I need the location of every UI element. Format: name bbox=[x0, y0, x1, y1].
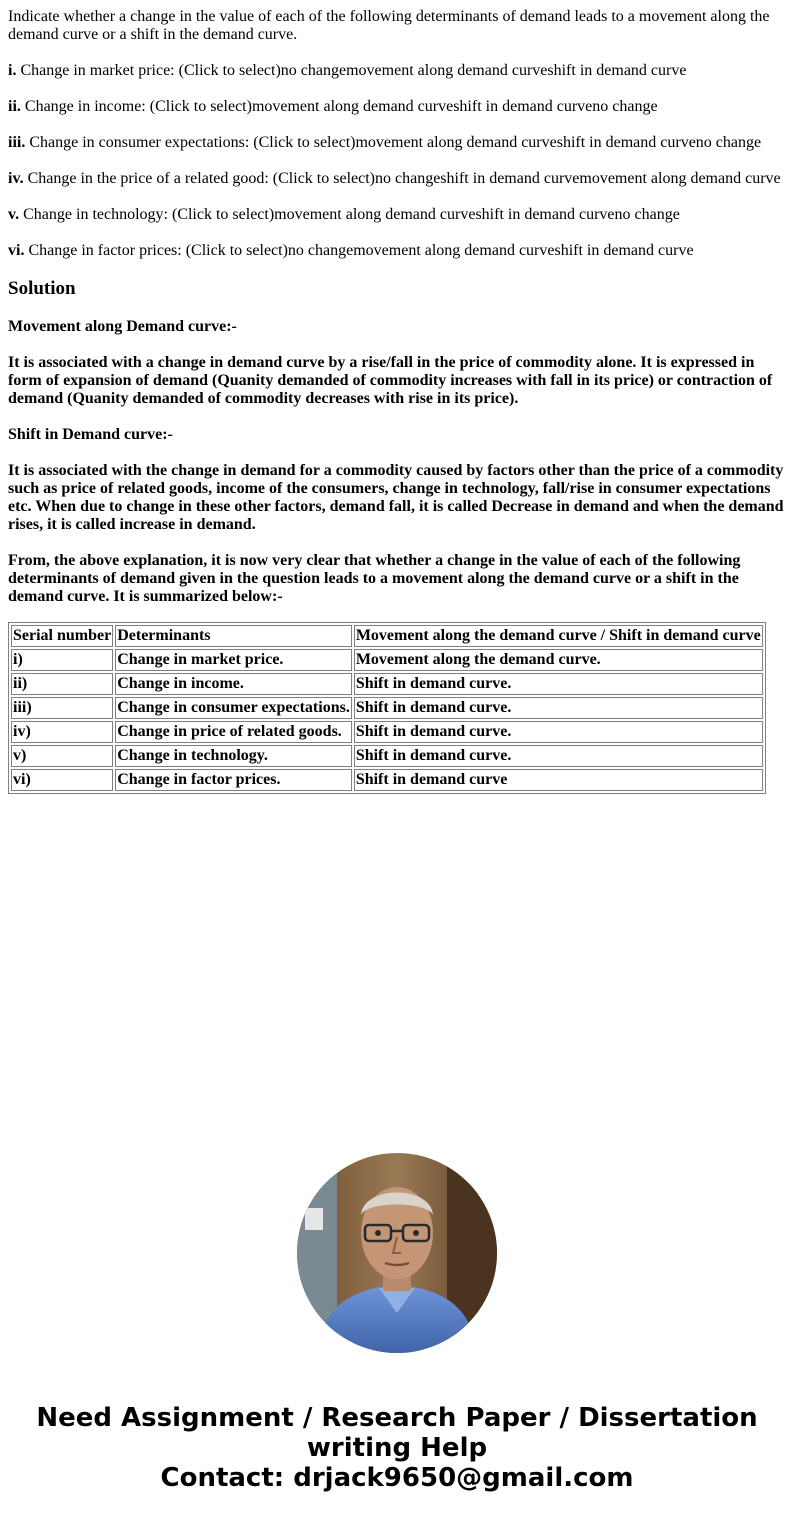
table-row bbox=[11, 697, 763, 719]
question-number: i. bbox=[8, 62, 17, 79]
movement-heading: Movement along Demand curve:- bbox=[8, 318, 237, 335]
question-text: Change in income: (Click to select)movement along demand curveshift in demand curveno change bbox=[20, 98, 658, 115]
table-cell: ii) bbox=[11, 673, 113, 695]
question-text: Change in factor prices: (Click to select)no changemovement along demand curveshift in demand curve bbox=[24, 242, 694, 259]
table-cell: Change in factor prices. bbox=[115, 769, 352, 791]
shift-heading: Shift in Demand curve:- bbox=[8, 426, 173, 443]
promo-contact: Contact: drjack9650@gmail.com bbox=[160, 1463, 634, 1493]
movement-text: It is associated with a change in demand curve by a rise/fall in the price of commodity alone. It is expressed in form of expansion of demand (Quanity demanded of commodity increases with fall in its price) or contraction of demand (Quanity demanded of commodity decreases with rise in its price). bbox=[8, 354, 773, 407]
question-number: vi. bbox=[8, 242, 25, 259]
question-item bbox=[8, 170, 786, 188]
table-cell: i) bbox=[11, 649, 113, 671]
table-row bbox=[11, 721, 763, 743]
promo-banner bbox=[0, 1403, 794, 1493]
question-item bbox=[8, 62, 786, 80]
question-text: Change in the price of a related good: (Click to select)no changeshift in demand curvemovement along demand curve bbox=[23, 170, 781, 187]
table-row bbox=[11, 745, 763, 767]
table-header-cell: Serial number bbox=[11, 625, 113, 647]
table-cell: vi) bbox=[11, 769, 113, 791]
question-text: Change in technology: (Click to select)movement along demand curveshift in demand curveno change bbox=[19, 206, 680, 223]
table-cell: Change in market price. bbox=[115, 649, 352, 671]
table-row bbox=[11, 649, 763, 671]
question-intro: Indicate whether a change in the value of each of the following determinants of demand leads to a movement along the demand curve or a shift in the demand curve. bbox=[8, 8, 770, 43]
table-cell: Shift in demand curve. bbox=[354, 721, 763, 743]
question-number: iii. bbox=[8, 134, 26, 151]
document-body bbox=[8, 8, 786, 794]
table-cell: Shift in demand curve. bbox=[354, 745, 763, 767]
question-number: iv. bbox=[8, 170, 24, 187]
table-cell: v) bbox=[11, 745, 113, 767]
table-cell: Change in consumer expectations. bbox=[115, 697, 352, 719]
table-cell: Shift in demand curve. bbox=[354, 673, 763, 695]
table-header-row bbox=[11, 625, 763, 647]
table-row bbox=[11, 673, 763, 695]
author-portrait-image bbox=[297, 1153, 497, 1353]
table-cell: Movement along the demand curve. bbox=[354, 649, 763, 671]
table-cell: Shift in demand curve bbox=[354, 769, 763, 791]
table-header-cell: Movement along the demand curve / Shift in demand curve bbox=[354, 625, 763, 647]
question-number: v. bbox=[8, 206, 20, 223]
summary-table bbox=[8, 622, 766, 794]
solution-heading: Solution bbox=[8, 278, 76, 299]
table-cell: Change in technology. bbox=[115, 745, 352, 767]
question-number: ii. bbox=[8, 98, 21, 115]
table-cell: iii) bbox=[11, 697, 113, 719]
question-item bbox=[8, 98, 786, 116]
question-text: Change in consumer expectations: (Click to select)movement along demand curveshift in demand curveno change bbox=[25, 134, 762, 151]
question-item bbox=[8, 134, 786, 152]
promo-line: writing Help bbox=[306, 1433, 488, 1463]
table-cell: Shift in demand curve. bbox=[354, 697, 763, 719]
table-cell: Change in price of related goods. bbox=[115, 721, 352, 743]
question-item bbox=[8, 242, 786, 260]
table-row bbox=[11, 769, 763, 791]
table-cell: Change in income. bbox=[115, 673, 352, 695]
author-avatar bbox=[297, 1153, 497, 1353]
shift-text: It is associated with the change in demand for a commodity caused by factors other than the price of a commodity such as price of related goods, income of the consumers, change in technology, fall/rise in consumer expectations etc. When due to change in these other factors, demand fall, it is called Decrease in demand and when the demand rises, it is called increase in demand. bbox=[8, 462, 784, 533]
table-header-cell: Determinants bbox=[115, 625, 352, 647]
question-item bbox=[8, 206, 786, 224]
table-cell: iv) bbox=[11, 721, 113, 743]
question-text: Change in market price: (Click to select)no changemovement along demand curveshift in demand curve bbox=[16, 62, 687, 79]
conclusion-text: From, the above explanation, it is now very clear that whether a change in the value of each of the following determinants of demand given in the question leads to a movement along the demand curve or a shift in the demand curve. It is summarized below:- bbox=[8, 552, 741, 605]
promo-line: Need Assignment / Research Paper / Dissertation bbox=[36, 1403, 758, 1433]
